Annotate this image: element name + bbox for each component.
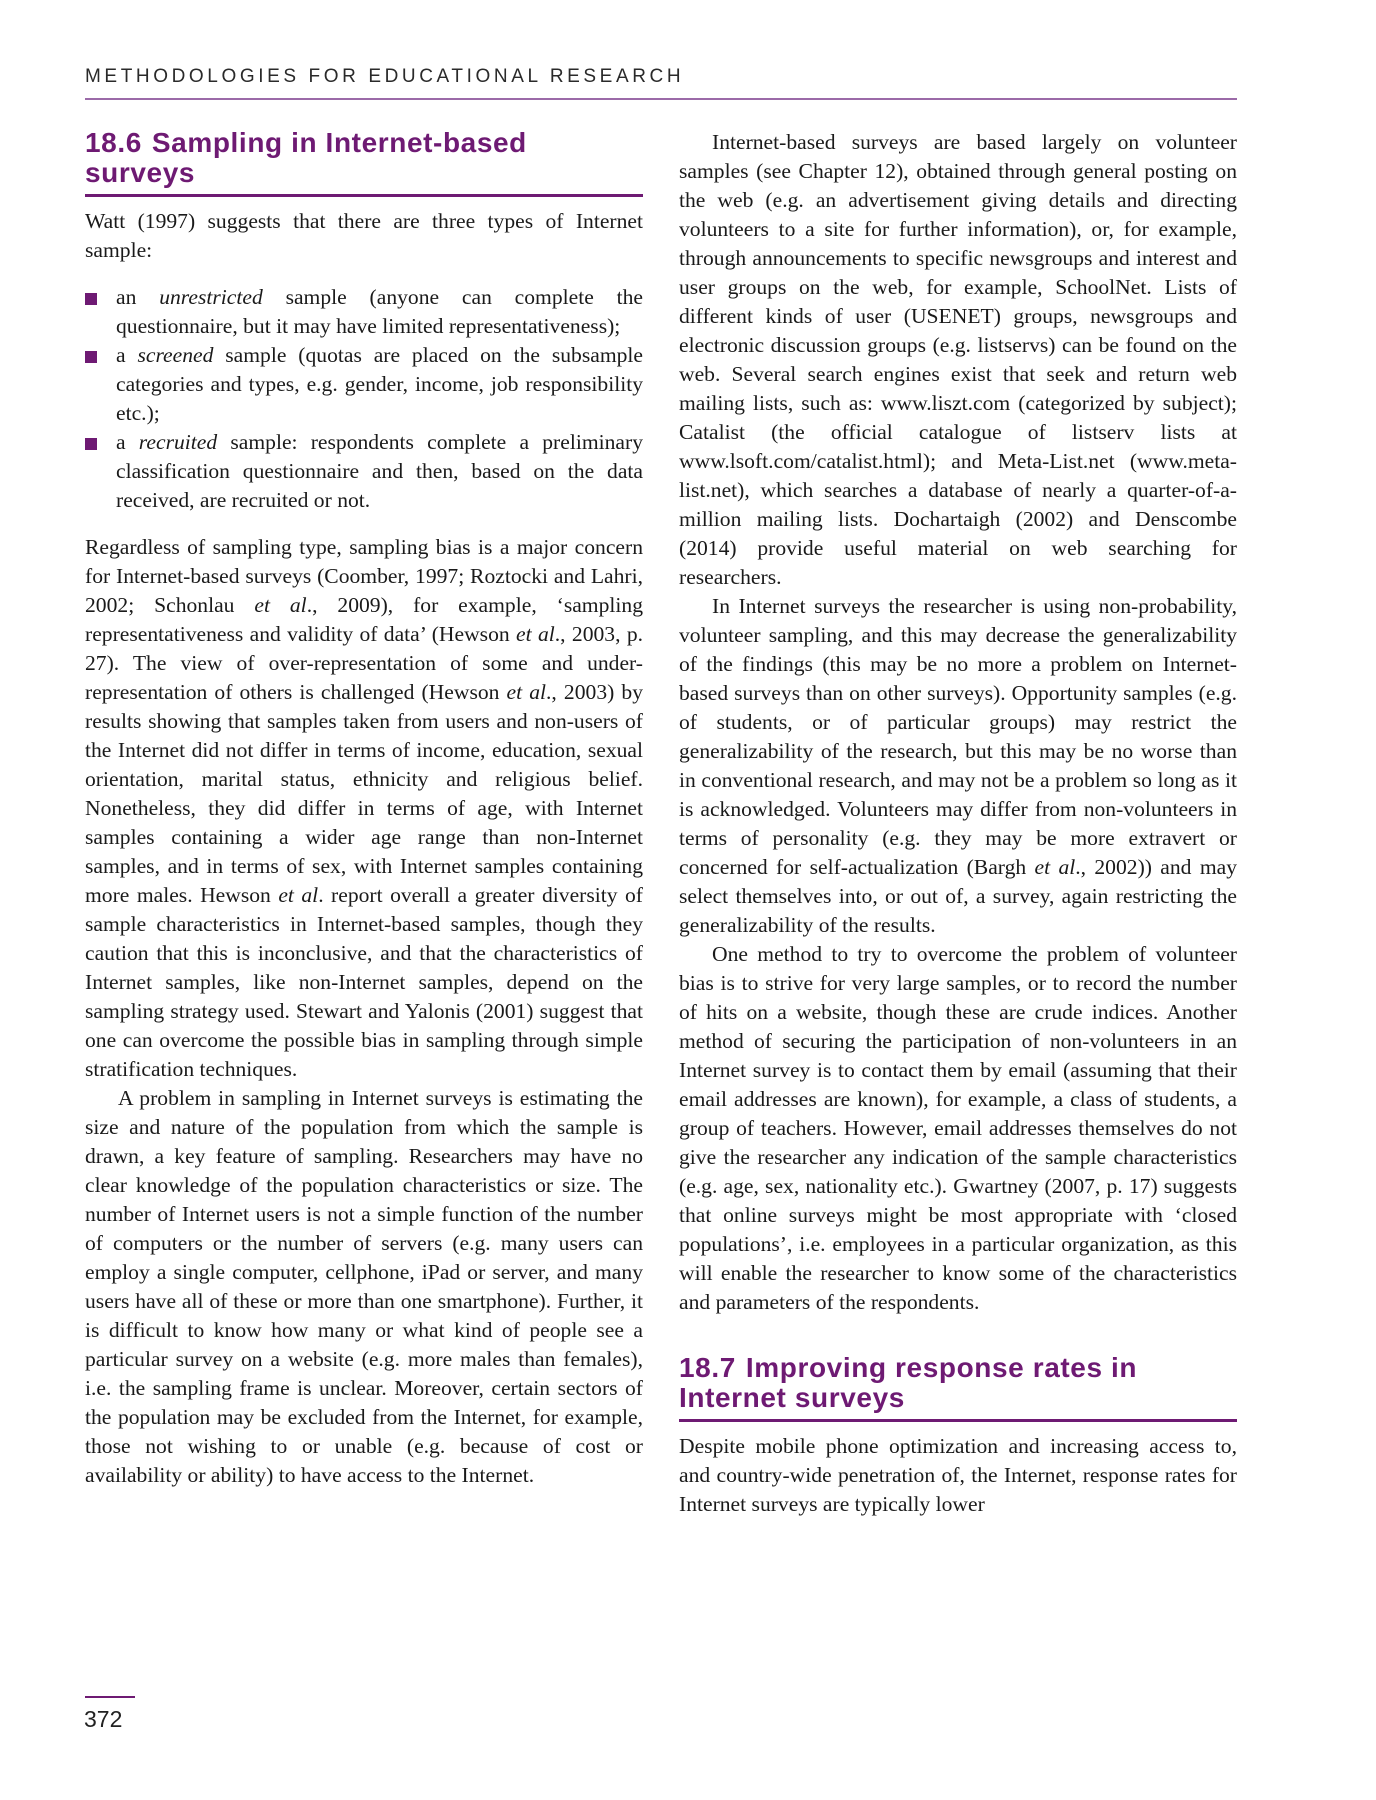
body-paragraph: Internet-based surveys are based largely on volunteer samples (see Chapter 12), obtained through general posting on the web (e.g. an advertisement giving details and directing volunteers to a site for further information), or, for example, through announcements to specific newsgroups and interest and user groups on the web, for example, SchoolNet. Lists of different kinds of user (USENET) groups, newsgroups and electronic discussion groups (e.g. listservs) can be found on the web. Several search engines exist that seek and return web mailing lists, such as: www.liszt.com (categorized by subject); Catalist (the official catalogue of listserv lists at www.lsoft.com/catalist.html); and Meta-List.net (www.meta-list.net), which searches a database of nearly a quarter-of-a-million mailing lists. Dochartaigh (2002) and Denscombe (2014) provide useful material on web searching for researchers. [679, 130, 1237, 589]
term: unrestricted [159, 285, 263, 309]
body-paragraph: A problem in sampling in Internet surveys is estimating the size and nature of the population from which the sample is drawn, a key feature of sampling. Researchers may have no clear knowledge of the population characteristics or size. The number of Internet users is not a simple function of the number of computers or the number of servers (e.g. many users can employ a single computer, cellphone, iPad or server, and many users have all of these or more than one smartphone). Further, it is difficult to know how many or what kind of people see a particular survey on a website (e.g. more males than females), i.e. the sampling frame is unclear. Moreover, certain sectors of the population may be excluded from the Internet, for example, those not wishing to or unable (e.g. because of cost or availability or ability) to have access to the Internet. [85, 1086, 643, 1487]
section-title: Sampling in Internet-based surveys [85, 127, 527, 188]
running-head: METHODOLOGIES FOR EDUCATIONAL RESEARCH [85, 66, 685, 87]
section-number: 18.6 [85, 127, 142, 158]
square-bullet-icon [85, 438, 97, 450]
body-paragraph: Regardless of sampling type, sampling bias is a major concern for Internet-based surveys (Coomber, 1997; Roztocki and Lahri, 2002; Schonlau et al., 2009), for example, ‘sampling representativeness and validity of data’ (Hewson et al., 2003, p. 27). The view of over-representation of some and under-representation of others is challenged (Hewson et al., 2003) by results showing that samples taken from users and non-users of the Internet did not differ in terms of income, education, sexual orientation, marital status, ethnicity and religious belief. Nonetheless, they did differ in terms of age, with Internet samples containing a wider age range than non-Internet samples, and in terms of sex, with Internet samples containing more males. Hewson et al. report overall a greater diversity of sample characteristics in Internet-based samples, though they caution that this is inconclusive, and that the characteristics of Internet samples, like non-Internet samples, depend on the sampling strategy used. Stewart and Yalonis (2001) suggest that one can overcome the possible bias in sampling through simple stratification techniques. [85, 535, 644, 1081]
square-bullet-icon [85, 351, 97, 363]
page-number: 372 [84, 1706, 123, 1732]
footer-rule [85, 1696, 135, 1698]
list-item: an unrestricted sample (anyone can complete the questionnaire, but it may have limited representativeness); [85, 283, 643, 341]
left-column [85, 128, 643, 1490]
list-item: a screened sample (quotas are placed on the subsample categories and types, e.g. gender, income, job responsibility etc.); [85, 341, 643, 428]
square-bullet-icon [85, 293, 97, 305]
header-rule [85, 98, 1237, 100]
section-heading-18-7 [679, 1353, 1237, 1422]
section-heading-18-6 [85, 128, 643, 197]
intro-paragraph: Watt (1997) suggests that there are three types of Internet sample: [85, 209, 643, 262]
section-number: 18.7 [679, 1352, 736, 1383]
right-column [679, 128, 1237, 1519]
section-title: Improving response rates in Internet surveys [679, 1352, 1138, 1413]
body-paragraph: In Internet surveys the researcher is using non-probability, volunteer sampling, and this may decrease the generalizability of the findings (this may be no more a problem on Internet-based surveys than on other surveys). Opportunity samples (e.g. of students, or of particular groups) may restrict the generalizability of the research, but this may be no worse than in conventional research, and may not be a problem so long as it is acknowledged. Volunteers may differ from non-volunteers in terms of personality (e.g. they may be more extravert or concerned for self-actualization (Bargh et al., 2002)) and may select themselves into, or out of, a survey, again restricting the generalizability of the results. [679, 594, 1237, 937]
body-paragraph: One method to try to overcome the problem of volunteer bias is to strive for very large samples, or to record the number of hits on a website, though these are crude indices. Another method of securing the participation of non-volunteers in an Internet survey is to contact them by email (assuming that their email addresses are known), for example, a class of students, a group of teachers. However, email addresses themselves do not give the researcher any indication of the sample characteristics (e.g. age, sex, nationality etc.). Gwartney (2007, p. 17) suggests that online surveys might be most appropriate with ‘closed populations’, i.e. employees in a particular organization, as this will enable the researcher to know some of the characteristics and parameters of the respondents. [679, 942, 1237, 1314]
body-paragraph: Despite mobile phone optimization and increasing access to, and country-wide penetration of, the Internet, response rates for Internet surveys are typically lower [679, 1434, 1237, 1516]
term: screened [137, 343, 214, 367]
list-item: a recruited sample: respondents complete a preliminary classification questionnaire and then, based on the data received, are recruited or not. [85, 428, 643, 515]
term: recruited [138, 430, 218, 454]
sample-types-list [85, 283, 643, 515]
